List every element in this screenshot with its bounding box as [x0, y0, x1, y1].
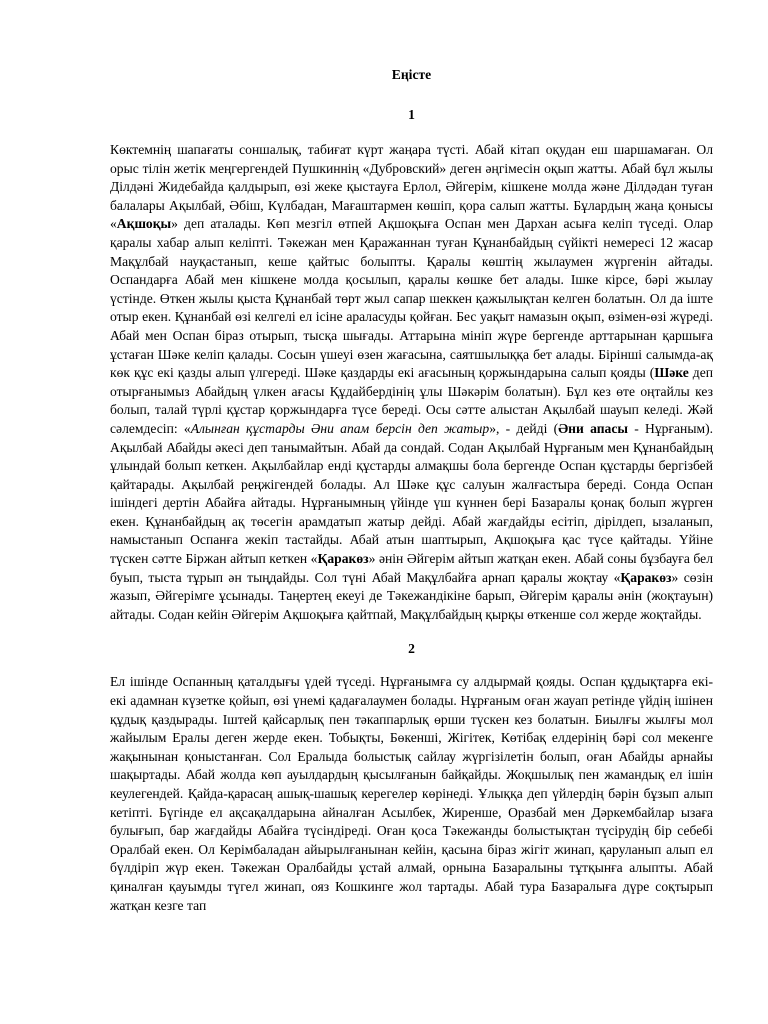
- section-2-number: 2: [408, 641, 415, 657]
- text-run: - Нұрғаным). Ақылбай Абайды әкесі деп танымайтын. Абай да сондай. Содан Ақылбай Нұрғаным мен Құнанбайдың ұлындай болып кеткен. Ақылбайлар енді құстарды алмақшы бола бергенде Оспан құстарды бергізбей қайтарады. Ақылбай реңжігендей болады. Ал Шәке құс салуын жалғастыра береді. Сонда Оспан ішіндегі дертін Абайға айтады. Нұрғанымның үйінде үш күннен бері Базаралы қонақ болып жүрген екен. Құнанбайдың ақ төсегін арамдатып жатыр дейді. Абай жағдайды есітіп, дірілдеп, ызаланып, намыстанып Оспанға жекіп тастайды. Абай атын шаптырып, Ақшоқыға қас түсе қайтады. Үйіне түскен сәтте Біржан айтып кеткен «: [110, 420, 713, 567]
- document-title: Еңісте: [391, 67, 432, 82]
- text-run: деп отырғанымыз Абайдың үлкен ағасы Құдайбердінің ұлы Шәкәрім болатын). Бұл кез өте оңтайлы кез болып, талай түрлі құстар қоржындарға түсе береді. Осы сәтте алыстан Ақылбай шауып келеді. Жәй сәлемдесіп: «: [110, 365, 713, 436]
- section-2-paragraph: [110, 673, 713, 915]
- bold-term: Шәке: [654, 365, 689, 381]
- bold-term: Қаракөз: [317, 551, 369, 567]
- italic-quote: Алынған құстарды Әни апам берсін деп жатыр: [190, 420, 490, 436]
- section-1-number: 1: [408, 107, 415, 122]
- text-run: » сөзін жазып, Әйгерімге ұсынады. Таңертең екеуі де Тәкежандікіне барып, Әйгерім қаралы әнін (жоқтауын) айтады. Содан кейін Әйгерім Ақшоқыға қайтпай, Мақұлбайдың қырқы өткенше сол жерде жоқтайды.: [110, 569, 713, 622]
- bold-term: Қаракөз: [620, 569, 672, 585]
- bold-term: Ақшоқы: [116, 216, 172, 232]
- text-run: » әнін Әйгерім айтып жатқан екен. Абай соны бұзбауға бел буып, тыста тұрып ән тыңдайды. Сол түні Абай Мақұлбайға арнап қаралы жоқтау «: [110, 551, 713, 585]
- document-page: [110, 0, 713, 915]
- text-run: Көктемнің шапағаты соншалық, табиғат күрт жаңара түсті. Абай кітап оқудан еш шаршамаған. Ол орыс тілін жетік меңгергендей Пушкиннің «Дубровский» деген әңгімесін оқып жатты. Абай бұл жылы Ділдәні Жидебайда қалдырып, өзі жеке қыстауға Ерлол, Әйгерім, кішкене молда және Ділдәдан туған балалары Ақылбай, Әбіш, Күлбадан, Мағаштармен көшіп, қора салып жатты. Бұлардың жаңа қонысы «: [110, 142, 713, 232]
- text-run: Ел ішінде Оспанның қаталдығы үдей түседі. Нұрғанымға су алдырмай қояды. Оспан құдықтарға екі-екі адамнан күзетке қойып, өзі үнемі қадағалаумен болады. Нұрғаным оған жауап ретінде үйдің ішінен құдық қаздырады. Іштей қайсарлық пен тәкаппарлық өрши түскен кез болатын. Биылғы жылғы мол жайылым Ералы деген жерде екен. Тобықты, Бөкенші, Жігітек, Көтібақ елдерінің бәрі сол мекенге жақынынан қоныстанған. Сол Ералыда болыстық сайлау жүргізілетін болып, оған Абайды арнайы шақыртады. Абай жолда көп ауылдардың қысылғанын байқайды. Жоқшылық пен жамандық ел ішін кеулегендей. Қайда-қарасаң ашық-шашық керегелер көрінеді. Ұлыққа деп үйлердің бәрін бұзып алып кетіпті. Бүгінде ел ақсақалдарына айналған Асылбек, Жиренше, Оразбай мен Дәркембайлар ызаға булығып, бар жағдайды Абайға түсіндіреді. Оған қоса Тәкежанды болыстықтан түсірудің бір себебі Оралбай екен. Ол Керімбаладан айырылғанынан кейін, қасына біраз жігіт жинап, қаруланып алып ел бүлдіріп жүр екен. Тәкежан Оралбайды ұстай алмай, орнына Базаралыны тұтқынға алыпты. Абай қиналған қауымды түгел жинап, ояз Кошкинге жол тартады. Абай тура Базаралыға дүре соқтырып жатқан кезге тап: [110, 674, 713, 913]
- bold-term: Әни апасы: [558, 420, 628, 436]
- text-run: », - дейді (: [489, 420, 559, 436]
- section-1-paragraph: [110, 141, 713, 624]
- text-run: » деп аталады. Көп мезгіл өтпей Ақшоқыға Оспан мен Дархан асыға келіп түседі. Олар қаралы хабар алып келіпті. Тәкежан мен Қаражаннан туған Құнанбайдың сүйікті немересі 12 жасар Мақұлбай науқастанып, кеше қайтыс болыпты. Қаралы көштің жылаумен жүргенін айтады. Оспандарға Абай мен кішкене молда қосылып, қаралы көшке бет алады. Ішке кірсе, бәрі жылау үстінде. Өткен жылы қыста Құнанбай төрт жыл сапар шеккен қажылықтан келген болатын. Ол да іште отыр екен. Құнанбай өзі келгелі ел ісіне араласуды қойған. Бес уақыт намазын оқып, өзімен-өзі жүреді. Абай мен Оспан біраз отырып, тысқа шығады. Аттарына мініп жүре бергенде арттарынан қаршыға ұстаған Шәке келіп қалады. Сосын үшеуі өзен жағасына, саятшылыққа бет алады. Бірінші салымда-ақ көк құс екі қазды алып үлгереді. Шәке қаздарды екі ағасының қоржындарына салып қояды (: [110, 216, 713, 381]
